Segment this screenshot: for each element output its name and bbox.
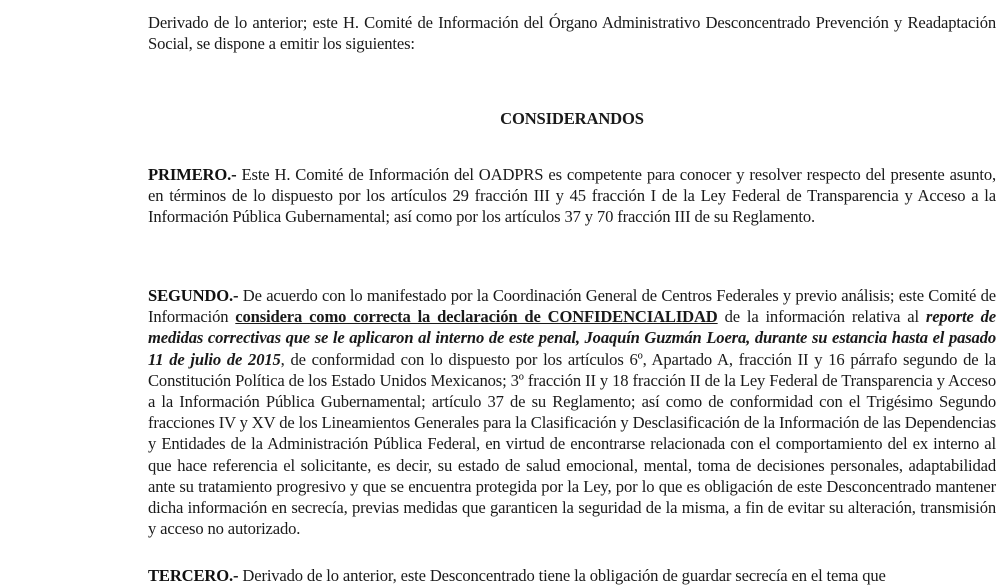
segundo-text-1: De acuerdo con lo manifestado por la Coordinación General de Centros Federales y previo análisis; este Comité de Información [148,286,996,327]
tercero-label: TERCERO.- [148,566,239,585]
tercero-paragraph [148,565,996,586]
segundo-text-3: , de conformidad con lo dispuesto por los artículos 6º, Apartado A, fracción II y 16 párrafo segundo de la Constitución Política de los Estado Unidos Mexicanos; 3º fracción II y 18 fracción II de la Ley Federal de Transparencia y Acceso a la Información Pública Gubernamental; artículo 37 de su Reglamento; así como de conformidad con el Trigésimo Segundo fracciones IV y XV de los Lineamientos Generales para la Clasificación y Desclasificación de la Información de las Dependencias y Entidades de la Administración Pública Federal, en virtud de encontrarse relacionada con el comportamiento del ex interno al que hace referencia el solicitante, es decir, su estado de salud emocional, mental, toma de decisiones personales, adaptabilidad ante su tratamiento progresivo y que se encuentra protegida por la Ley, por lo que es obligación de este Desconcentrado mantener dicha información en secrecía, previas medidas que garanticen la seguridad de la misma, a fin de evitar su alteración, transmisión y acceso no autorizado. [148,349,996,539]
segundo-emphasis: reporte de medidas correctivas que se le aplicaron al interno de este penal, Joaquín Guzmán Loera, durante su estancia hasta el pasado 11 de julio de 2015 [148,307,996,369]
tercero-text: Derivado de lo anterior, este Desconcentrado tiene la obligación de guardar secrecía en el tema que [238,566,886,585]
section-heading: CONSIDERANDOS [500,109,644,128]
primero-text: Este H. Comité de Información del OADPRS es competente para conocer y resolver respecto del presente asunto, en términos de lo dispuesto por los artículos 29 fracción III y 45 fracción I de la Ley Federal de Transparencia y Acceso a la Información Pública Gubernamental; así como por los artículos 37 y 70 fracción III de su Reglamento. [148,165,996,227]
intro-paragraph: Derivado de lo anterior; este H. Comité de Información del Órgano Administrativo Desconcentrado Prevención y Readaptación Social, se dispone a emitir los siguientes: [148,13,996,54]
confidentiality-declaration: considera como correcta la declaración de CONFIDENCIALIDAD [235,307,718,327]
segundo-label: SEGUNDO.- [148,286,239,305]
segundo-paragraph [148,285,996,539]
primero-paragraph [148,164,996,228]
segundo-text-2: de la información relativa al [717,307,926,327]
primero-label: PRIMERO.- [148,165,237,184]
